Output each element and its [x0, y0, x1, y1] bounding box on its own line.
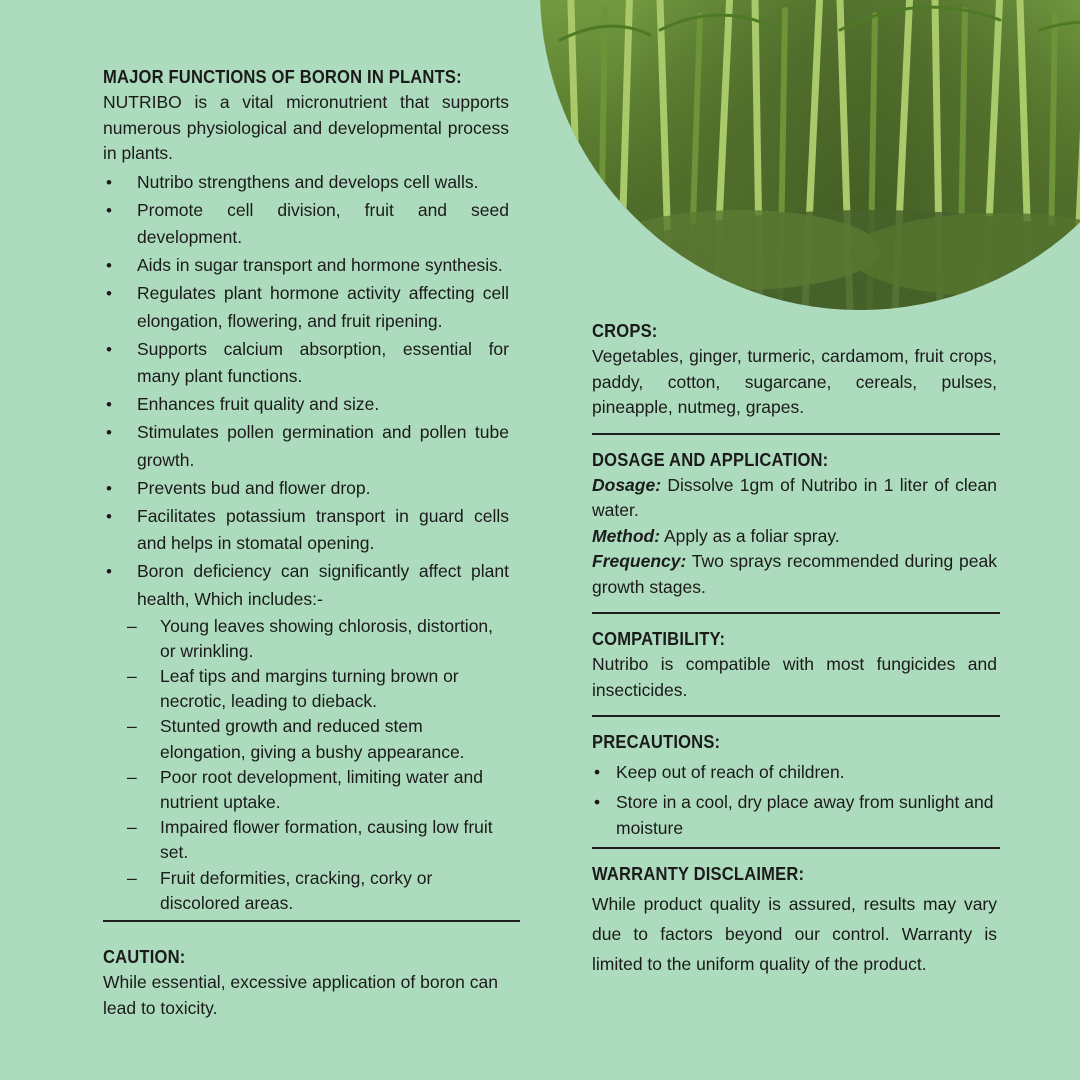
crops-text: Vegetables, ginger, turmeric, cardamom, fruit crops, paddy, cotton, sugarcane, cereals, pulses, pineapple, nutmeg, grapes.: [592, 346, 997, 417]
list-item: – Impaired flower formation, causing low fruit set.: [127, 817, 493, 863]
list-item: • Prevents bud and flower drop.: [103, 475, 509, 503]
dash-icon: –: [127, 766, 137, 787]
functions-list: [103, 169, 509, 614]
list-item: • Nutribo strengthens and develops cell walls.: [103, 169, 509, 197]
crops-section: [592, 318, 997, 421]
method-line: Method: Apply as a foliar spray.: [592, 525, 840, 546]
bullet-icon: •: [106, 256, 112, 275]
functions-heading: MAJOR FUNCTIONS OF BORON IN PLANTS:: [103, 67, 462, 87]
compatibility-heading: COMPATIBILITY:: [592, 629, 726, 649]
bullet-icon: •: [106, 506, 112, 526]
bullet-icon: •: [106, 478, 112, 498]
divider: [592, 433, 1000, 435]
list-item: – Young leaves showing chlorosis, distortion, or wrinkling.: [127, 615, 494, 661]
list-item: – Stunted growth and reduced stem elongation, giving a bushy appearance.: [127, 716, 465, 762]
divider: [592, 715, 1000, 717]
divider: [592, 612, 1000, 614]
list-item: – Poor root development, limiting water and nutrient uptake.: [127, 766, 483, 812]
dash-icon: –: [127, 817, 137, 838]
bullet-icon: •: [106, 284, 112, 303]
precautions-heading: PRECAUTIONS:: [592, 732, 721, 752]
warranty-heading: WARRANTY DISCLAIMER:: [592, 864, 805, 884]
bullet-icon: •: [106, 339, 112, 359]
bullet-icon: •: [106, 200, 112, 220]
functions-intro: NUTRIBO is a vital micronutrient that supports numerous physiological and developmental process in plants.: [103, 92, 509, 163]
list-item: • Aids in sugar transport and hormone synthesis.: [103, 252, 509, 280]
frequency-line: Frequency: Two sprays recommended during peak growth stages.: [592, 551, 998, 597]
bullet-icon: •: [594, 762, 601, 782]
dash-icon: –: [127, 716, 137, 737]
list-item: – Fruit deformities, cracking, corky or discolored areas.: [127, 867, 433, 913]
list-item: • Regulates plant hormone activity affecting cell elongation, flowering, and fruit ripening.: [103, 280, 509, 335]
grass-stalks-graphic: [540, 0, 1080, 310]
caution-section: [103, 944, 513, 1021]
caution-text: While essential, excessive application of boron can lead to toxicity.: [103, 972, 498, 1018]
functions-section: [103, 64, 509, 916]
dosage-line: Dosage: Dissolve 1gm of Nutribo in 1 liter of clean water.: [592, 474, 997, 520]
list-item: • Supports calcium absorption, essential for many plant functions.: [103, 336, 509, 391]
list-item: • Boron deficiency can significantly affect plant health, Which includes:-: [103, 558, 509, 613]
dosage-heading: DOSAGE AND APPLICATION:: [592, 449, 829, 470]
list-item: • Enhances fruit quality and size.: [103, 391, 509, 419]
warranty-text: While product quality is assured, results may vary due to factors beyond our control. Warranty is limited to the uniform quality of the product.: [592, 894, 997, 974]
list-item: • Promote cell division, fruit and seed development.: [103, 197, 509, 252]
caution-heading: CAUTION:: [103, 947, 186, 967]
divider: [103, 920, 520, 922]
list-item: • Keep out of reach of children.: [592, 759, 997, 785]
compatibility-text: Nutribo is compatible with most fungicides and insecticides.: [592, 654, 997, 700]
bullet-icon: •: [106, 172, 112, 192]
divider: [592, 847, 1000, 849]
compatibility-section: [592, 626, 997, 703]
plant-photo-icon: [540, 0, 1080, 310]
bullet-icon: •: [106, 395, 112, 414]
crops-heading: CROPS:: [592, 321, 658, 341]
dash-icon: –: [127, 867, 137, 888]
dash-icon: –: [127, 615, 137, 636]
bullet-icon: •: [594, 792, 601, 812]
precautions-list: [592, 759, 997, 841]
warranty-section: [592, 861, 997, 979]
list-item: • Store in a cool, dry place away from sunlight and moisture: [592, 789, 997, 841]
precautions-section: [592, 729, 997, 841]
list-item: – Leaf tips and margins turning brown or necrotic, leading to dieback.: [127, 665, 459, 712]
list-item: • Stimulates pollen germination and pollen tube growth.: [103, 419, 509, 474]
deficiency-symptoms-list: [103, 614, 509, 916]
dash-icon: –: [127, 665, 137, 686]
bullet-icon: •: [106, 562, 112, 581]
bullet-icon: •: [106, 423, 112, 442]
dosage-section: [592, 447, 997, 601]
right-column: [592, 318, 997, 979]
list-item: • Facilitates potassium transport in guard cells and helps in stomatal opening.: [103, 503, 509, 558]
